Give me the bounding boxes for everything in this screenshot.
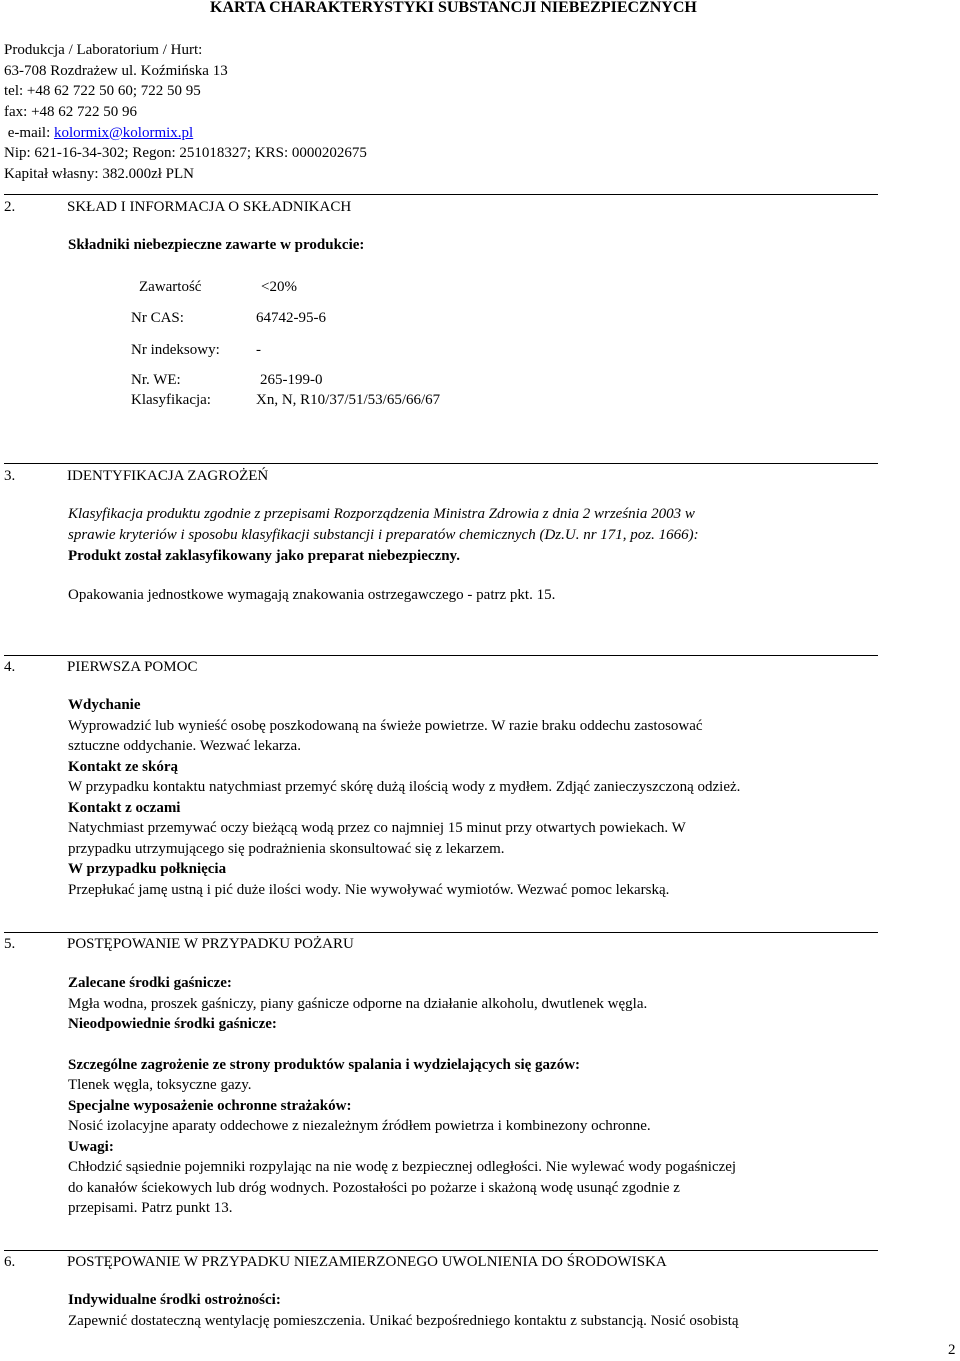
body-text: Mgła wodna, proszek gaśniczy, piany gaśnicze odporne na działanie alkoholu, dwutlenek węgla. — [68, 995, 648, 1012]
header-phone: tel: +48 62 722 50 60; 722 50 95 — [4, 83, 201, 100]
subheading-eyes: Kontakt z oczami — [68, 799, 181, 816]
subheading-hazards: Szczególne zagrożenie ze strony produktów spalania i wydzielających się gazów: — [68, 1056, 581, 1073]
email-link[interactable]: kolormix@kolormix.pl — [53, 124, 194, 141]
header-email-line — [4, 123, 367, 144]
header-address: 63-708 Rozdrażew ul. Koźmińska 13 — [4, 62, 228, 79]
row-label-cas: Nr CAS: — [131, 310, 184, 326]
section-4-number: 4. — [4, 659, 16, 675]
body-text: przypadku utrzymującego się podrażnienia skonsultować się z lekarzem. — [68, 840, 505, 857]
body-text: Przepłukać jamę ustną i pić duże ilości wody. Nie wywoływać wymiotów. Wezwać pomoc lekarską. — [68, 881, 670, 898]
section-3-title: IDENTYFIKACJA ZAGROŻEŃ — [67, 468, 269, 484]
row-label-we: Nr. WE: — [131, 372, 181, 388]
section-divider — [4, 932, 878, 933]
row-value-classification: Xn, N, R10/37/51/53/65/66/67 — [256, 392, 441, 408]
section-6-title: POSTĘPOWANIE W PRZYPADKU NIEZAMIERZONEGO UWOLNIENIA DO ŚRODOWISKA — [67, 1254, 667, 1270]
header-capital: Kapitał własny: 382.000zł PLN — [4, 166, 194, 183]
subheading-precautions: Indywidualne środki ostrożności: — [68, 1292, 281, 1308]
row-label-index: Nr indeksowy: — [131, 342, 220, 358]
header-line: Produkcja / Laboratorium / Hurt: — [4, 42, 203, 58]
body-text: Zapewnić dostateczną wentylację pomieszczenia. Unikać bezpośredniego kontaktu z substancją. Nosić osobistą — [68, 1312, 739, 1329]
body-text: Chłodzić sąsiednie pojemniki rozpylając na nie wodę z bezpiecznej odległości. Nie wylewać wody pogaśniczej — [68, 1159, 737, 1175]
subheading-extinguishing: Zalecane środki gaśnicze: — [68, 975, 232, 991]
subheading-equipment: Specjalne wyposażenie ochronne strażaków: — [68, 1097, 352, 1114]
section-4-title: PIERWSZA POMOC — [67, 659, 198, 675]
section-5-number: 5. — [4, 936, 16, 952]
section-5-title: POSTĘPOWANIE W PRZYPADKU POŻARU — [67, 936, 354, 952]
body-text: Wyprowadzić lub wynieść osobę poszkodowaną na świeże powietrze. W razie braku oddechu zastosować — [68, 717, 703, 734]
packaging-note: Opakowania jednostkowe wymagają znakowania ostrzegawczego - patrz pkt. 15. — [68, 586, 556, 603]
section-5-body — [68, 973, 868, 1219]
section-divider — [4, 194, 878, 195]
body-text: Tlenek węgla, toksyczne gazy. — [68, 1077, 252, 1093]
classification-statement: Produkt został zaklasyfikowany jako preparat niebezpieczny. — [68, 548, 460, 564]
section-4-body — [68, 695, 868, 900]
row-value-index: - — [256, 342, 261, 358]
document-title: KARTA CHARAKTERYSTYKI SUBSTANCJI NIEBEZPIECZNYCH — [210, 0, 697, 16]
subheading-inhalation: Wdychanie — [68, 697, 141, 713]
body-text: przepisami. Patrz punkt 13. — [68, 1200, 233, 1216]
body-text: do kanałów ściekowych lub dróg wodnych. Pozostałości po pożarze i skażoną wodę usunąć zgodnie z — [68, 1179, 680, 1196]
legal-text-line: sprawie kryteriów i sposobu klasyfikacji substancji i preparatów chemicznych (Dz.U. nr 171, poz. 1666): — [68, 526, 699, 543]
row-value-we: 265-199-0 — [260, 372, 323, 388]
row-value-cas: 64742-95-6 — [256, 310, 326, 326]
section-6-body — [68, 1290, 868, 1331]
section-3-body — [68, 504, 868, 605]
subheading-unsuitable: Nieodpowiednie środki gaśnicze: — [68, 1016, 277, 1032]
row-label-classification: Klasyfikacja: — [131, 392, 211, 408]
body-text: sztuczne oddychanie. Wezwać lekarza. — [68, 738, 301, 754]
subheading-skin: Kontakt ze skórą — [68, 758, 178, 775]
company-header — [4, 40, 367, 185]
section-2-title: SKŁAD I INFORMACJA O SKŁADNIKACH — [67, 199, 352, 215]
body-text: W przypadku kontaktu natychmiast przemyć skórę dużą ilością wody z mydłem. Zdjąć zanieczyszczoną odzież. — [68, 779, 741, 795]
row-label-content: Zawartość — [139, 279, 202, 295]
subheading-notes: Uwagi: — [68, 1138, 114, 1155]
section-2-subtitle: Składniki niebezpieczne zawarte w produkcie: — [68, 237, 365, 253]
section-3-number: 3. — [4, 468, 16, 484]
legal-text-line: Klasyfikacja produktu zgodnie z przepisami Rozporządzenia Ministra Zdrowia z dnia 2 września 2003 w — [68, 506, 695, 522]
email-label: e-mail: — [4, 124, 54, 141]
body-text: Nosić izolacyjne aparaty oddechowe z niezależnym źródłem powietrza i kombinezony ochronne. — [68, 1118, 651, 1134]
section-divider — [4, 463, 878, 464]
section-divider — [4, 1250, 878, 1251]
section-2-number: 2. — [4, 199, 16, 215]
header-ids: Nip: 621-16-34-302; Regon: 251018327; KRS: 0000202675 — [4, 145, 367, 162]
page-number: 2 — [948, 1342, 956, 1358]
section-divider — [4, 655, 878, 656]
body-text: Natychmiast przemywać oczy bieżącą wodą przez co najmniej 15 minut przy otwartych powiekach. W — [68, 820, 686, 836]
row-value-content: <20% — [261, 279, 297, 295]
header-fax: fax: +48 62 722 50 96 — [4, 104, 138, 121]
subheading-ingestion: W przypadku połknięcia — [68, 861, 227, 877]
section-6-number: 6. — [4, 1254, 16, 1270]
